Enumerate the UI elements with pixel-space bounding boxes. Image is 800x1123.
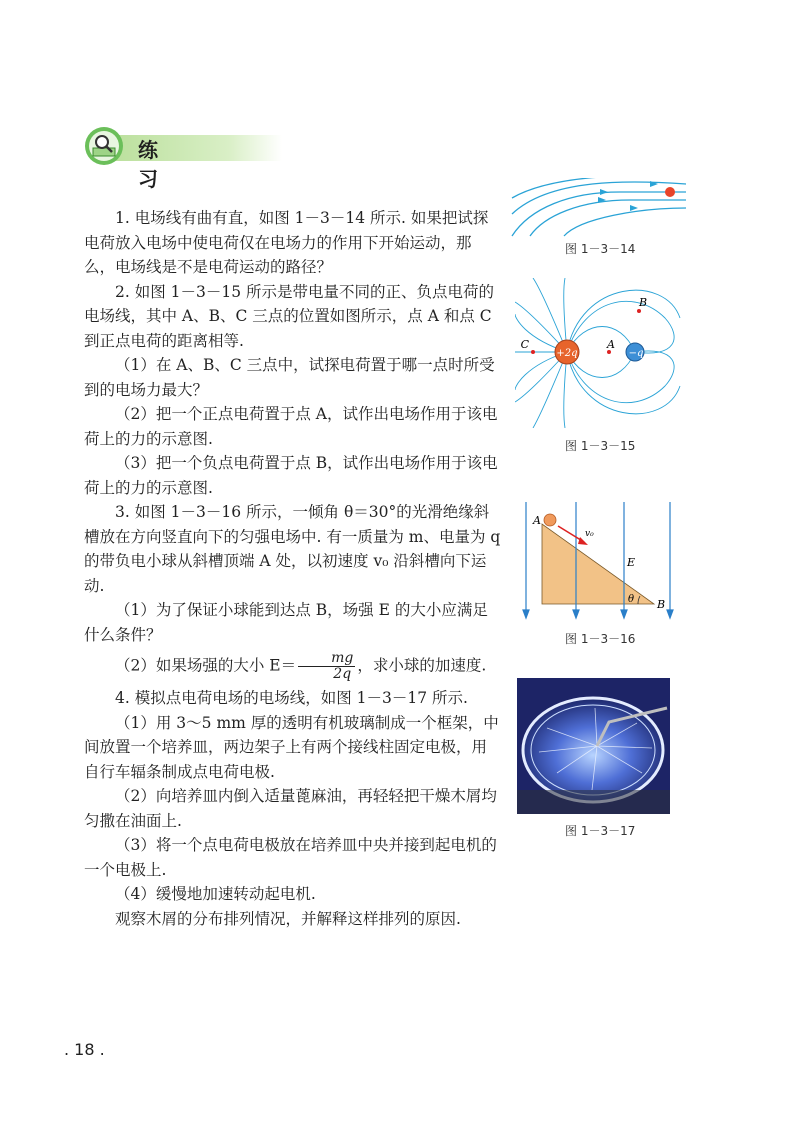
label-e: E bbox=[627, 556, 636, 569]
charged-ball bbox=[544, 514, 556, 526]
label-v0: v₀ bbox=[585, 529, 594, 539]
label-a: A bbox=[607, 338, 615, 351]
figure-1-3-14-caption: 图 1－3－14 bbox=[565, 242, 636, 256]
question-2-intro: 2. 如图 1－3－15 所示是带电量不同的正、负点电荷的电场线，其中 A、B、C 三点的位置如图所示，点 A 和点 C 到正点电荷的距离相等. bbox=[84, 282, 495, 350]
question-3-part-1: （1）为了保证小球能到达点 B，场强 E 的大小应满足什么条件？ bbox=[84, 601, 488, 644]
question-4-part-3: （3）将一个点电荷电极放在培养皿中央并接到起电机的一个电极上. bbox=[84, 836, 497, 879]
label-c: C bbox=[520, 338, 529, 351]
question-4-part-2: （2）向培养皿内倒入适量蓖麻油，再轻轻把干燥木屑均匀撒在油面上. bbox=[84, 787, 497, 830]
question-2-part-2: （2）把一个正点电荷置于点 A，试作出电场作用于该电荷上的力的示意图. bbox=[84, 405, 498, 448]
q3-p2-prefix: （2）如果场强的大小 E＝ bbox=[115, 656, 297, 675]
label-theta: θ bbox=[628, 594, 635, 605]
point-c bbox=[531, 350, 535, 354]
exercise-text bbox=[84, 206, 502, 931]
fraction-denominator: 2q bbox=[333, 666, 352, 682]
label-neg-charge: −q bbox=[628, 348, 644, 359]
magnifier-book-icon bbox=[84, 126, 124, 166]
fraction-mg-2q bbox=[298, 651, 355, 682]
question-1: 1. 电场线有曲有直，如图 1－3－14 所示. 如果把试探电荷放入电场中使电荷仅在电场力的作用下开始运动，那么，电场线是不是电荷运动的路径？ bbox=[84, 209, 489, 276]
figure-1-3-14 bbox=[510, 178, 690, 240]
point-b bbox=[637, 309, 641, 313]
question-3-intro: 3. 如图 1－3－16 所示，一倾角 θ＝30°的光滑绝缘斜槽放在方向竖直向下的匀强电场中. 有一质量为 m、电量为 q 的带负电小球从斜槽顶端 A 处，以初速度 v₀ 沿斜槽向下运动. bbox=[84, 503, 501, 595]
question-3-part-2 bbox=[84, 651, 502, 682]
section-title: 练 习 bbox=[138, 138, 168, 191]
figure-1-3-16 bbox=[520, 500, 685, 622]
figure-1-3-15-caption: 图 1－3－15 bbox=[565, 439, 636, 453]
label-b: B bbox=[639, 296, 648, 309]
label-b: B bbox=[657, 598, 666, 611]
label-a: A bbox=[533, 514, 541, 527]
figure-1-3-16-caption: 图 1－3－16 bbox=[565, 632, 636, 646]
question-2-part-3: （3）把一个负点电荷置于点 B，试作出电场作用于该电荷上的力的示意图. bbox=[84, 454, 498, 497]
question-2-part-1: （1）在 A、B、C 三点中，试探电荷置于哪一点时所受到的电场力最大？ bbox=[84, 356, 495, 399]
question-4-part-4: （4）缓慢地加速转动起电机. bbox=[115, 885, 316, 903]
question-4-part-1: （1）用 3～5 mm 厚的透明有机玻璃制成一个框架，中间放置一个培养皿，两边架子上有两个接线柱固定电极，用自行车辐条制成点电荷电极. bbox=[84, 713, 499, 781]
q3-p2-suffix: ，求小球的加速度. bbox=[357, 656, 487, 675]
figure-1-3-17-caption: 图 1－3－17 bbox=[565, 824, 636, 838]
incline-triangle bbox=[542, 524, 654, 604]
charge-ball bbox=[665, 187, 675, 197]
fraction-numerator: mg bbox=[298, 651, 355, 667]
label-pos-charge: +2q bbox=[556, 348, 578, 359]
page-number: . 18 . bbox=[64, 1040, 105, 1059]
figure-1-3-15 bbox=[515, 278, 683, 428]
question-4-part-5: 观察木屑的分布排列情况，并解释这样排列的原因. bbox=[115, 909, 461, 928]
figure-1-3-17-photo bbox=[517, 678, 670, 814]
question-4-intro: 4. 模拟点电荷电场的电场线，如图 1－3－17 所示. bbox=[115, 689, 468, 707]
exercise-header bbox=[84, 126, 204, 191]
